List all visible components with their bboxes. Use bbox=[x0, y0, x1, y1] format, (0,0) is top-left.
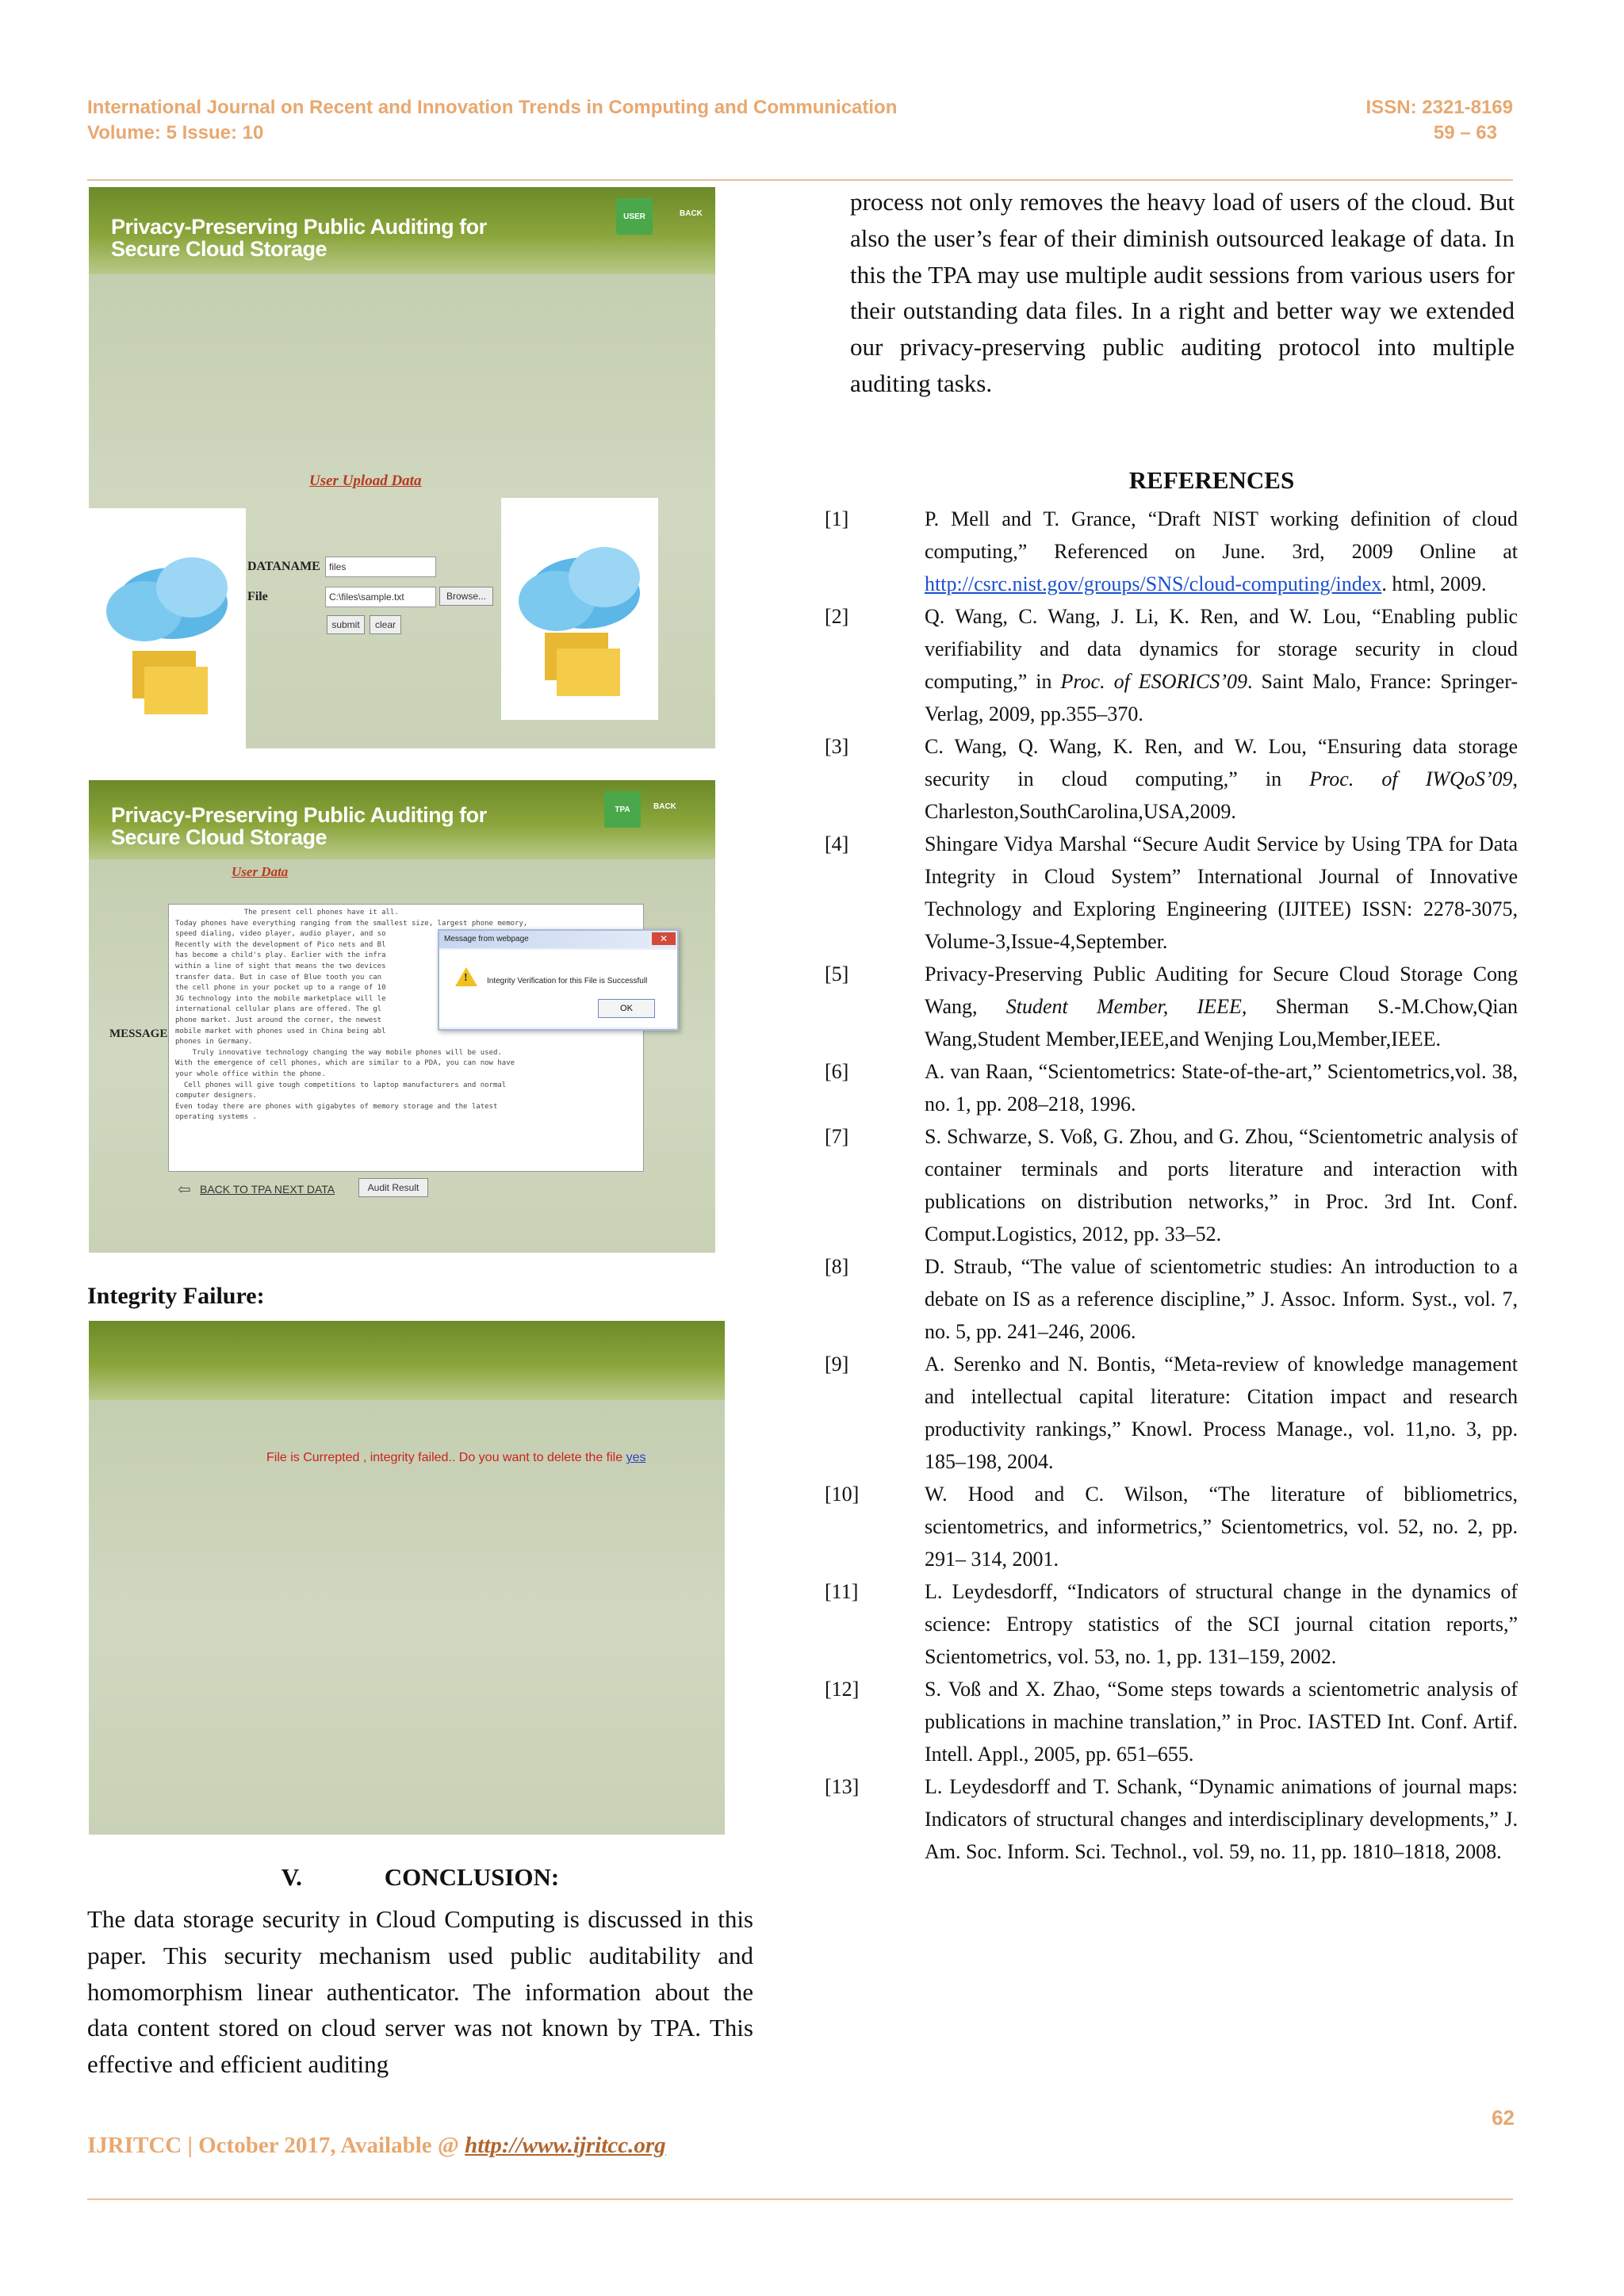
reference-text: . Saint Malo, France: Springer-Verlag, 2009, pp.355–370. bbox=[925, 670, 1519, 725]
reference-item bbox=[825, 828, 1518, 958]
back-arrow-icon[interactable]: ⇦ bbox=[178, 1181, 191, 1199]
delete-yes-link[interactable]: yes bbox=[626, 1451, 646, 1464]
reference-item bbox=[825, 1673, 1518, 1770]
app-banner bbox=[89, 780, 715, 859]
warning-icon: ! bbox=[455, 967, 477, 986]
app-banner bbox=[89, 1321, 725, 1400]
app-banner bbox=[89, 187, 715, 274]
page-footer: IJRITCC | October 2017, Available @ http://www.ijritcc.org bbox=[87, 2133, 666, 2158]
dataname-label: DATANAME bbox=[247, 560, 320, 573]
section-heading bbox=[87, 1863, 753, 1892]
reference-text: S. Voß and X. Zhao, “Some steps towards a scientometric analysis of publications in machine translation,” in Proc. IASTED Int. Conf. Artif. Intell. Appl., 2005, pp. 651–655. bbox=[925, 1678, 1518, 1766]
message-textarea[interactable]: The present cell phones have it all. Today phones have everything ranging from the smallest size, largest phone memory, speed dialing, video player, audio player, and so Recently with the development of Pico nets and Bl has become a child's play. Earlier with the infra within a line of sight that means the two devices transfer data. But in case of Blue tooth you can the cell phone in your pocket up to a range of 10 3G technology into the mobile marketplace will le international cellular plans are offered. The gl phone market. Just around the corner, the newest mobile market with phones used in China being abl phones in Germany. Truly innovative technology changing the way mobile phones will be used. With the emergence of cell phones, which are similar to a PDA, you can now have your whole office within the phone. Cell phones will give tough competitions to laptop manufacturers and normal computer designers. Even today there are phones with gigabytes of memory storage and the latest operating systems . bbox=[168, 904, 644, 1172]
reference-text: Sherman S.-M.Chow,Qian Wang,Student Member,IEEE,and Wenjing Lou,Member,IEEE. bbox=[925, 995, 1518, 1050]
dialog-titlebar: Message from webpage ✕ bbox=[439, 931, 677, 948]
reference-number: [2] bbox=[825, 605, 849, 628]
header-left bbox=[87, 95, 897, 146]
reference-item bbox=[825, 1575, 1518, 1673]
reference-item bbox=[825, 730, 1518, 828]
alert-dialog bbox=[438, 929, 679, 1031]
nav-back-link[interactable]: BACK bbox=[653, 802, 676, 811]
dialog-message: Integrity Verification for this File is Successfull bbox=[487, 977, 648, 985]
back-to-tpa-link[interactable]: BACK TO TPA NEXT DATA bbox=[200, 1183, 335, 1196]
reference-item bbox=[825, 958, 1518, 1055]
app-title: Privacy-Preserving Public Auditing for Secure Cloud Storage bbox=[111, 215, 487, 261]
failure-message: File is Currepted , integrity failed.. Do you want to delete the file yes bbox=[266, 1451, 646, 1464]
file-path-input[interactable] bbox=[325, 587, 436, 607]
reference-number: [12] bbox=[825, 1678, 860, 1701]
screenshot-tpa-user-data bbox=[89, 780, 715, 1253]
reference-italic: Student Member, IEEE, bbox=[1005, 995, 1247, 1018]
reference-link[interactable]: http://csrc.nist.gov/groups/SNS/cloud-computing/index bbox=[925, 572, 1382, 595]
page-number: 62 bbox=[1492, 2106, 1515, 2130]
dialog-body bbox=[439, 950, 677, 1027]
reference-item bbox=[825, 600, 1518, 730]
reference-text: Q. Wang, C. Wang, J. Li, K. Ren, and W. Lou, “Enabling public verifiability and data dynamics for storage security in cloud computing,” in bbox=[925, 605, 1518, 693]
reference-number: [9] bbox=[825, 1353, 849, 1376]
journal-volume: Volume: 5 Issue: 10 bbox=[87, 122, 264, 144]
reference-number: [7] bbox=[825, 1125, 849, 1148]
header-right bbox=[1366, 95, 1513, 146]
journal-issn: ISSN: 2321-8169 bbox=[1365, 97, 1513, 118]
reference-number: [4] bbox=[825, 832, 849, 855]
ok-button[interactable]: OK bbox=[598, 999, 655, 1018]
nav-tpa-button[interactable]: TPA bbox=[604, 791, 641, 828]
references-heading: REFERENCES bbox=[1128, 466, 1295, 494]
reference-number: [8] bbox=[825, 1255, 849, 1278]
reference-item bbox=[825, 1055, 1518, 1120]
reference-text: S. Schwarze, S. Voß, G. Zhou, and G. Zhou, “Scientometric analysis of container terminals and ports literature and interaction with publications on distribution networks,” in Proc. 3rd Int. Conf. Comput.Logistics, 2012, pp. 33–52. bbox=[925, 1125, 1518, 1246]
clear-button[interactable]: clear bbox=[370, 615, 401, 634]
cloud-image-right bbox=[501, 498, 658, 720]
screenshot-integrity-failure bbox=[89, 1321, 725, 1835]
message-label: MESSAGE bbox=[109, 1027, 168, 1040]
reference-text: C. Wang, Q. Wang, K. Ren, and W. Lou, “Ensuring data storage security in cloud computing,” in bbox=[925, 735, 1518, 790]
close-icon[interactable]: ✕ bbox=[652, 932, 676, 945]
nav-user-button[interactable]: USER bbox=[616, 198, 653, 235]
reference-number: [1] bbox=[825, 507, 849, 530]
cloud-folder-icon bbox=[89, 508, 246, 748]
section-title: CONCLUSION: bbox=[384, 1863, 560, 1891]
reference-number: [6] bbox=[825, 1060, 849, 1083]
reference-text: Privacy-Preserving Public Auditing for Secure Cloud Storage Cong Wang, bbox=[925, 962, 1518, 1018]
conclusion-text-left: The data storage security in Cloud Computing is discussed in this paper. This security mechanism used public auditability and homomorphism linear authenticator. The information about the data content stored on cloud server was not known by TPA. This effective and efficient auditing bbox=[87, 1905, 753, 2079]
reference-number: [3] bbox=[825, 735, 849, 758]
conclusion-text-right: process not only removes the heavy load of users of the cloud. But also the user’s fear of their diminish outsourced leakage of data. In this the TPA may use multiple audit sessions from various users for their outstanding data files. In a right and better way we extended our privacy-preserving public auditing protocol into multiple auditing tasks. bbox=[850, 188, 1515, 397]
integrity-failure-caption: Integrity Failure: bbox=[87, 1283, 265, 1309]
reference-item bbox=[825, 1348, 1518, 1478]
app-body bbox=[89, 1400, 725, 1835]
reference-number: [13] bbox=[825, 1775, 860, 1798]
reference-item bbox=[825, 1478, 1518, 1575]
reference-text: A. Serenko and N. Bontis, “Meta-review of knowledge management and intellectual capital literature: Citation impact and research productivity rankings,” Knowl. Process Manage., vol. 11,no. 3, pp. 185–198, 2004. bbox=[925, 1353, 1518, 1473]
reference-item bbox=[825, 503, 1518, 600]
reference-item bbox=[825, 1250, 1518, 1348]
footer-rule bbox=[87, 2198, 1513, 2200]
reference-text: W. Hood and C. Wilson, “The literature of bibliometrics, scientometrics, and informetrics,” Scientometrics, vol. 52, no. 2, pp. 291– 314, 2001. bbox=[925, 1483, 1518, 1571]
reference-number: [11] bbox=[825, 1580, 859, 1603]
footer-link[interactable]: http://www.ijritcc.org bbox=[465, 2133, 666, 2158]
header-rule bbox=[87, 179, 1513, 181]
reference-number: [5] bbox=[825, 962, 849, 985]
reference-text: L. Leydesdorff and T. Schank, “Dynamic animations of journal maps: Indicators of structural changes and interdisciplinary developments,” J. Am. Soc. Inform. Sci. Technol., vol. 59, no. 11, pp. 1810–1818, 2008. bbox=[925, 1775, 1518, 1863]
reference-text: A. van Raan, “Scientometrics: State-of-the-art,” Scientometrics,vol. 38, no. 1, pp. 208–218, 1996. bbox=[925, 1060, 1518, 1115]
reference-item bbox=[825, 1770, 1518, 1868]
reference-text: . html, 2009. bbox=[1381, 572, 1487, 595]
user-data-heading: User Data bbox=[232, 864, 289, 879]
app-title: Privacy-Preserving Public Auditing for Secure Cloud Storage bbox=[111, 803, 487, 849]
reference-italic: Proc. of ESORICS’09 bbox=[1060, 670, 1248, 693]
audit-result-button[interactable]: Audit Result bbox=[358, 1178, 428, 1197]
reference-text: P. Mell and T. Grance, “Draft NIST working definition of cloud computing,” Referenced on June. 3rd, 2009 Online at bbox=[925, 507, 1518, 563]
section-number: V. bbox=[281, 1863, 302, 1891]
upload-heading: User Upload Data bbox=[309, 473, 422, 489]
browse-button[interactable]: Browse... bbox=[439, 587, 493, 606]
file-label: File bbox=[247, 590, 268, 603]
reference-list bbox=[825, 503, 1518, 1868]
cloud-image-left bbox=[89, 508, 246, 748]
dataname-input[interactable] bbox=[325, 557, 436, 577]
reference-text: , Charleston,SouthCarolina,USA,2009. bbox=[925, 767, 1518, 823]
reference-text: D. Straub, “The value of scientometric studies: An introduction to a debate on IS as a reference discipline,” J. Assoc. Inform. Syst., vol. 7, no. 5, pp. 241–246, 2006. bbox=[925, 1255, 1518, 1343]
screenshot-user-upload bbox=[89, 187, 715, 748]
nav-back-link[interactable]: BACK bbox=[680, 209, 703, 218]
page-range: 59 – 63 bbox=[1433, 122, 1497, 144]
reference-text: L. Leydesdorff, “Indicators of structural change in the dynamics of science: Entropy statistics of the SCI journal citation reports,” Scientometrics, vol. 53, no. 1, pp. 131–159, 2002. bbox=[925, 1580, 1518, 1668]
reference-text: Shingare Vidya Marshal “Secure Audit Service by Using TPA for Data Integrity in Cloud System” International Journal of Innovative Technology and Exploring Engineering (IJITEE) ISSN: 2278-3075, Volume-3,Issue-4,September. bbox=[925, 832, 1518, 953]
reference-number: [10] bbox=[825, 1483, 860, 1506]
reference-item bbox=[825, 1120, 1518, 1250]
submit-button[interactable]: submit bbox=[327, 615, 365, 634]
cloud-folder-icon bbox=[501, 498, 658, 720]
journal-title: International Journal on Recent and Innovation Trends in Computing and Communication bbox=[87, 97, 898, 118]
reference-italic: Proc. of IWQoS’09 bbox=[1309, 767, 1513, 790]
